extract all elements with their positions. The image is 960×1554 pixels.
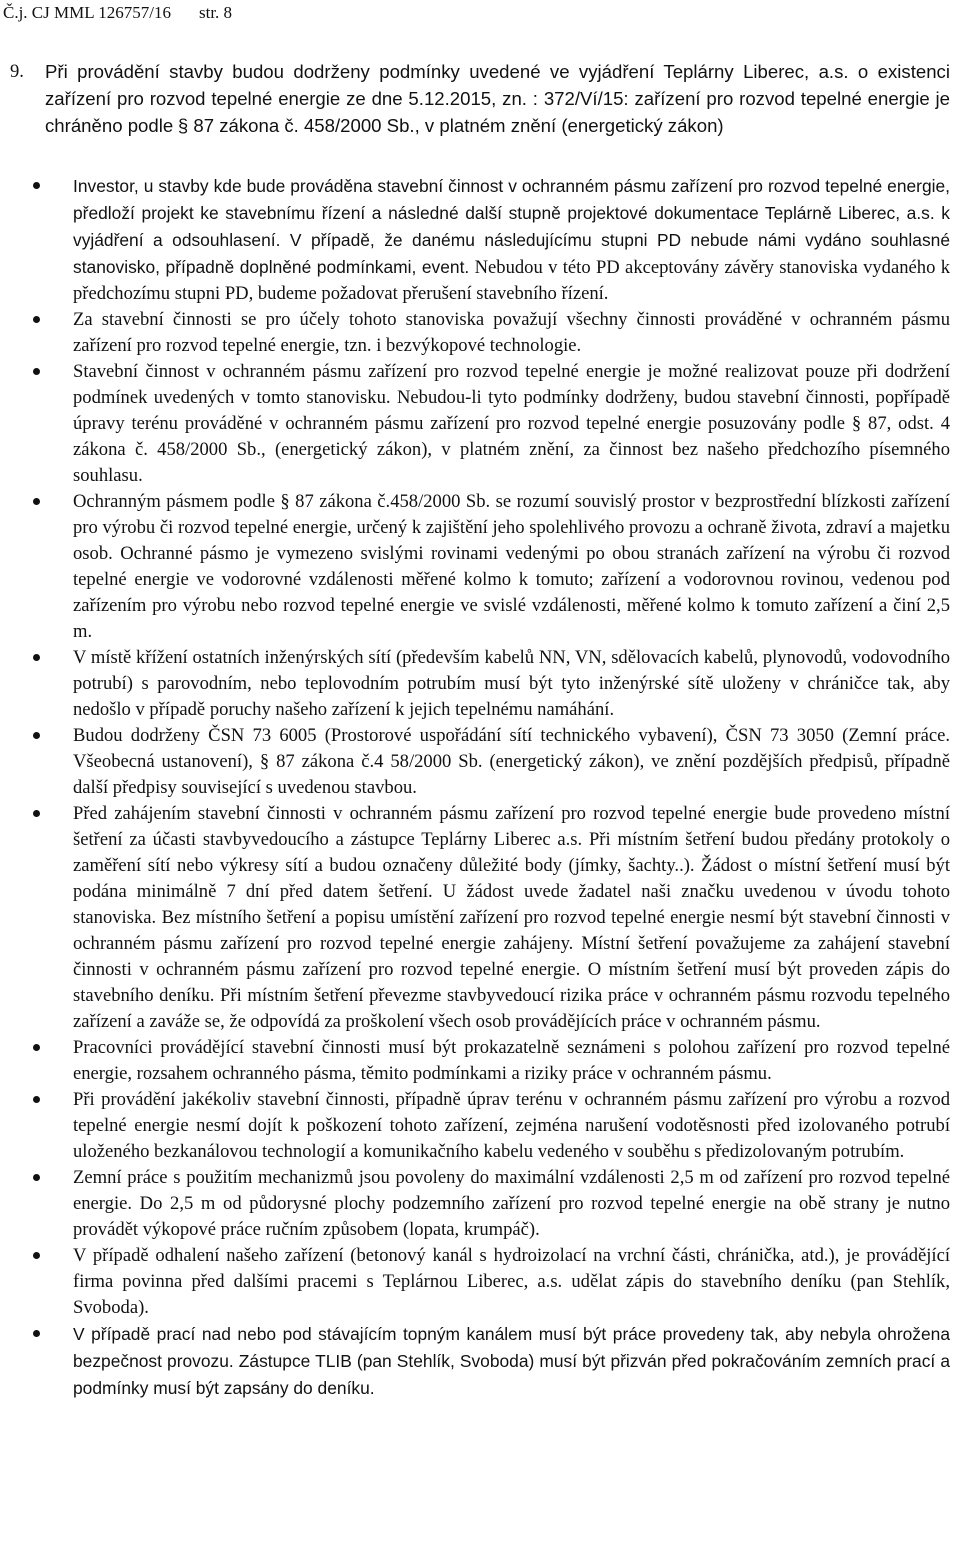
bullet-icon [33, 182, 40, 189]
list-item [10, 1165, 950, 1243]
document-reference: Č.j. CJ MML 126757/16 [3, 3, 171, 22]
bullet-icon [33, 1174, 40, 1181]
list-item-text: V místě křížení ostatních inženýrských sítí (především kabelů NN, VN, sdělovacích kabelů, plynovodů, vodovodního potrubí) s parovodním, nebo teplovodním potrubím musí být tyto inženýrské sítě uloženy v chráničce tak, aby nedošlo v případě poruchy našeho zařízení k jejich tepelnému namáhání. [73, 647, 950, 720]
list-item-text: Před zahájením stavební činnosti v ochranném pásmu zařízení pro rozvod tepelné energie bude provedeno místní šetření za účasti stavbyvedoucího a zástupce Teplárny Liberec a.s. Při místním šetření budou předány protokoly o zaměření sítí nebo výkresy sítí a budou označeny důležité body (jímky, šachty..). Žádost o místní šetření musí být podána minimálně 7 dní před datem šetření. U žádost uvede žadatel naši značku uvedenou v úvodu tohoto stanoviska. Bez místního šetření a popisu umístění zařízení pro rozvod tepelné energie nesmí být stavební činnosti v ochranném pásmu zařízení pro rozvod tepelné energie zahájeny. Místní šetření považujeme za zahájení stavební činnosti v ochranném pásmu zařízení pro rozvod tepelné energie. O místním šetření musí být proveden zápis do stavebního deníku. Při místním šetření převezme stavbyvedoucí rizika práce v ochranném pásmu rozvodu tepelného zařízení a zaváže se, že odpovídá za proškolení všech osob provádějících práce v ochranném pásmu. [73, 803, 950, 1032]
page-header [3, 2, 232, 24]
list-item-text: Budou dodrženy ČSN 73 6005 (Prostorové uspořádání sítí technického vybavení), ČSN 73 3050 (Zemní práce. Všeobecná ustanovení), § 87 zákona č.4 58/2000 Sb. (energetický zákon), ve znění pozdějších předpisů, případně další předpisy související s uvedenou stavbou. [73, 725, 950, 798]
bullet-icon [33, 654, 40, 661]
list-item [10, 1035, 950, 1087]
list-item [10, 489, 950, 645]
list-item [10, 173, 950, 307]
list-item [10, 1321, 950, 1402]
bullet-icon [33, 498, 40, 505]
condition-list [10, 173, 950, 1402]
list-item [10, 307, 950, 359]
bullet-icon [33, 1044, 40, 1051]
list-item [10, 645, 950, 723]
bullet-icon [33, 316, 40, 323]
list-item-text: V případě prací nad nebo pod stávajícím topným kanálem musí být práce provedeny tak, aby nebyla ohrožena bezpečnost provozu. Zástupce TLIB (pan Stehlík, Svoboda) musí být přizván před pokračováním zemních prací a podmínky musí být zapsány do deníku. [73, 1324, 950, 1398]
list-item [10, 801, 950, 1035]
list-item [10, 1243, 950, 1321]
numbered-item-9 [10, 59, 950, 140]
item-text-continued: § 87 zákona č. 458/2000 Sb., v platném znění (energetický zákon) [177, 115, 724, 136]
list-item [10, 723, 950, 801]
list-item-text: Investor, u stavby kde bude prováděna stavební činnost v ochranném pásmu zařízení pro rozvod tepelné energie, předloží projekt ke stavebnímu řízení a následné další stupně projektové dokumentace Teplárně Liberec, a.s. k vyjádření a odsouhlasení. V případě, že danému následujícímu stupni PD nebude námi vydáno souhlasné stanovisko, případně doplněné podmínkami, event. [73, 176, 950, 277]
page-number: str. 8 [198, 3, 233, 22]
bullet-icon [33, 1096, 40, 1103]
list-item-text: Při provádění jakékoliv stavební činnosti, případně úprav terénu v ochranném pásmu zařízení pro výrobu a rozvod tepelné energie nesmí dojít k poškození tohoto zařízení, zejména narušení vodotěsnosti před izolovaného potrubí uloženého bezkanálovou technologií a komunikačního kabelu vedeného v souběhu s předizolovaným potrubím. [73, 1089, 950, 1162]
list-item-text: Stavební činnost v ochranném pásmu zařízení pro rozvod tepelné energie je možné realizovat pouze při dodržení podmínek uvedených v tomto stanovisku. Nebudou-li tyto podmínky dodrženy, budou stavební činnosti, popřípadě úpravy terénu prováděné v ochranném pásmu zařízení pro rozvod tepelné energie posuzovány podle § 87, odst. 4 zákona č. 458/2000 Sb., (energetický zákon), v platném znění, za činnost bez našeho předchozího písemného souhlasu. [73, 361, 950, 486]
bullet-icon [33, 810, 40, 817]
list-item-text: V případě odhalení našeho zařízení (betonový kanál s hydroizolací na vrchní části, chránička, atd.), je provádějící firma povinna před dalšími pracemi s Teplárnou Liberec, a.s. udělat zápis do stavebního deníku (pan Stehlík, Svoboda). [73, 1245, 950, 1318]
list-item-text: Nebudou v této PD akceptovány závěry stanoviska vydaného k předchozímu stupni PD, budeme požadovat přerušení stavebního řízení. [73, 257, 951, 304]
list-item [10, 1087, 950, 1165]
list-item-text: Ochranným pásmem podle § 87 zákona č.458/2000 Sb. se rozumí souvislý prostor v bezprostřední blízkosti zařízení pro výrobu či rozvod tepelné energie, určený k zajištění jeho spolehlivého provozu a ochraně života, zdraví a majetku osob. Ochranné pásmo je vymezeno svislými rovinami vedenými po obou stranách zařízení na výrobu či rozvod tepelné energie ve vodorovné vzdálenosti měřené kolmo k tomuto; zařízení a vodorovnou rovinou, vedenou pod zařízením pro výrobu nebo rozvod tepelné energie ve svislé vzdálenosti, měřené kolmo k tomuto zařízení a činí 2,5 m. [73, 491, 950, 642]
item-body [45, 59, 950, 140]
bullet-icon [33, 732, 40, 739]
list-item-text: Pracovníci provádějící stavební činnosti musí být prokazatelně seznámeni s polohou zařízení pro rozvod tepelné energie, rozsahem ochranného pásma, těmito podmínkami a riziky práce v ochranném pásmu. [73, 1037, 950, 1084]
item-number: 9. [10, 61, 24, 82]
bullet-icon [33, 1330, 40, 1337]
list-item-text: Za stavební činnosti se pro účely tohoto stanoviska považují všechny činnosti prováděné v ochranném pásmu zařízení pro rozvod tepelné energie, tzn. i bezvýkopové technologie. [73, 309, 950, 356]
bullet-icon [33, 368, 40, 375]
bullet-icon [33, 1252, 40, 1259]
item-text: Při provádění stavby budou dodrženy podmínky uvedené ve vyjádření Teplárny Liberec, a.s. o existenci zařízení pro rozvod tepelné energie ze dne 5.12.2015, zn. : 372/Ví/15: zařízení pro rozvod tepelné energie je chráněno podle [45, 61, 950, 136]
list-item [10, 359, 950, 489]
list-item-text: Zemní práce s použitím mechanizmů jsou povoleny do maximální vzdálenosti 2,5 m od zařízení pro rozvod tepelné energie. Do 2,5 m od půdorysné plochy podzemního zařízení pro rozvod tepelné energie na obě strany je nutno provádět výkopové práce ručním způsobem (lopata, krumpáč). [73, 1167, 950, 1240]
